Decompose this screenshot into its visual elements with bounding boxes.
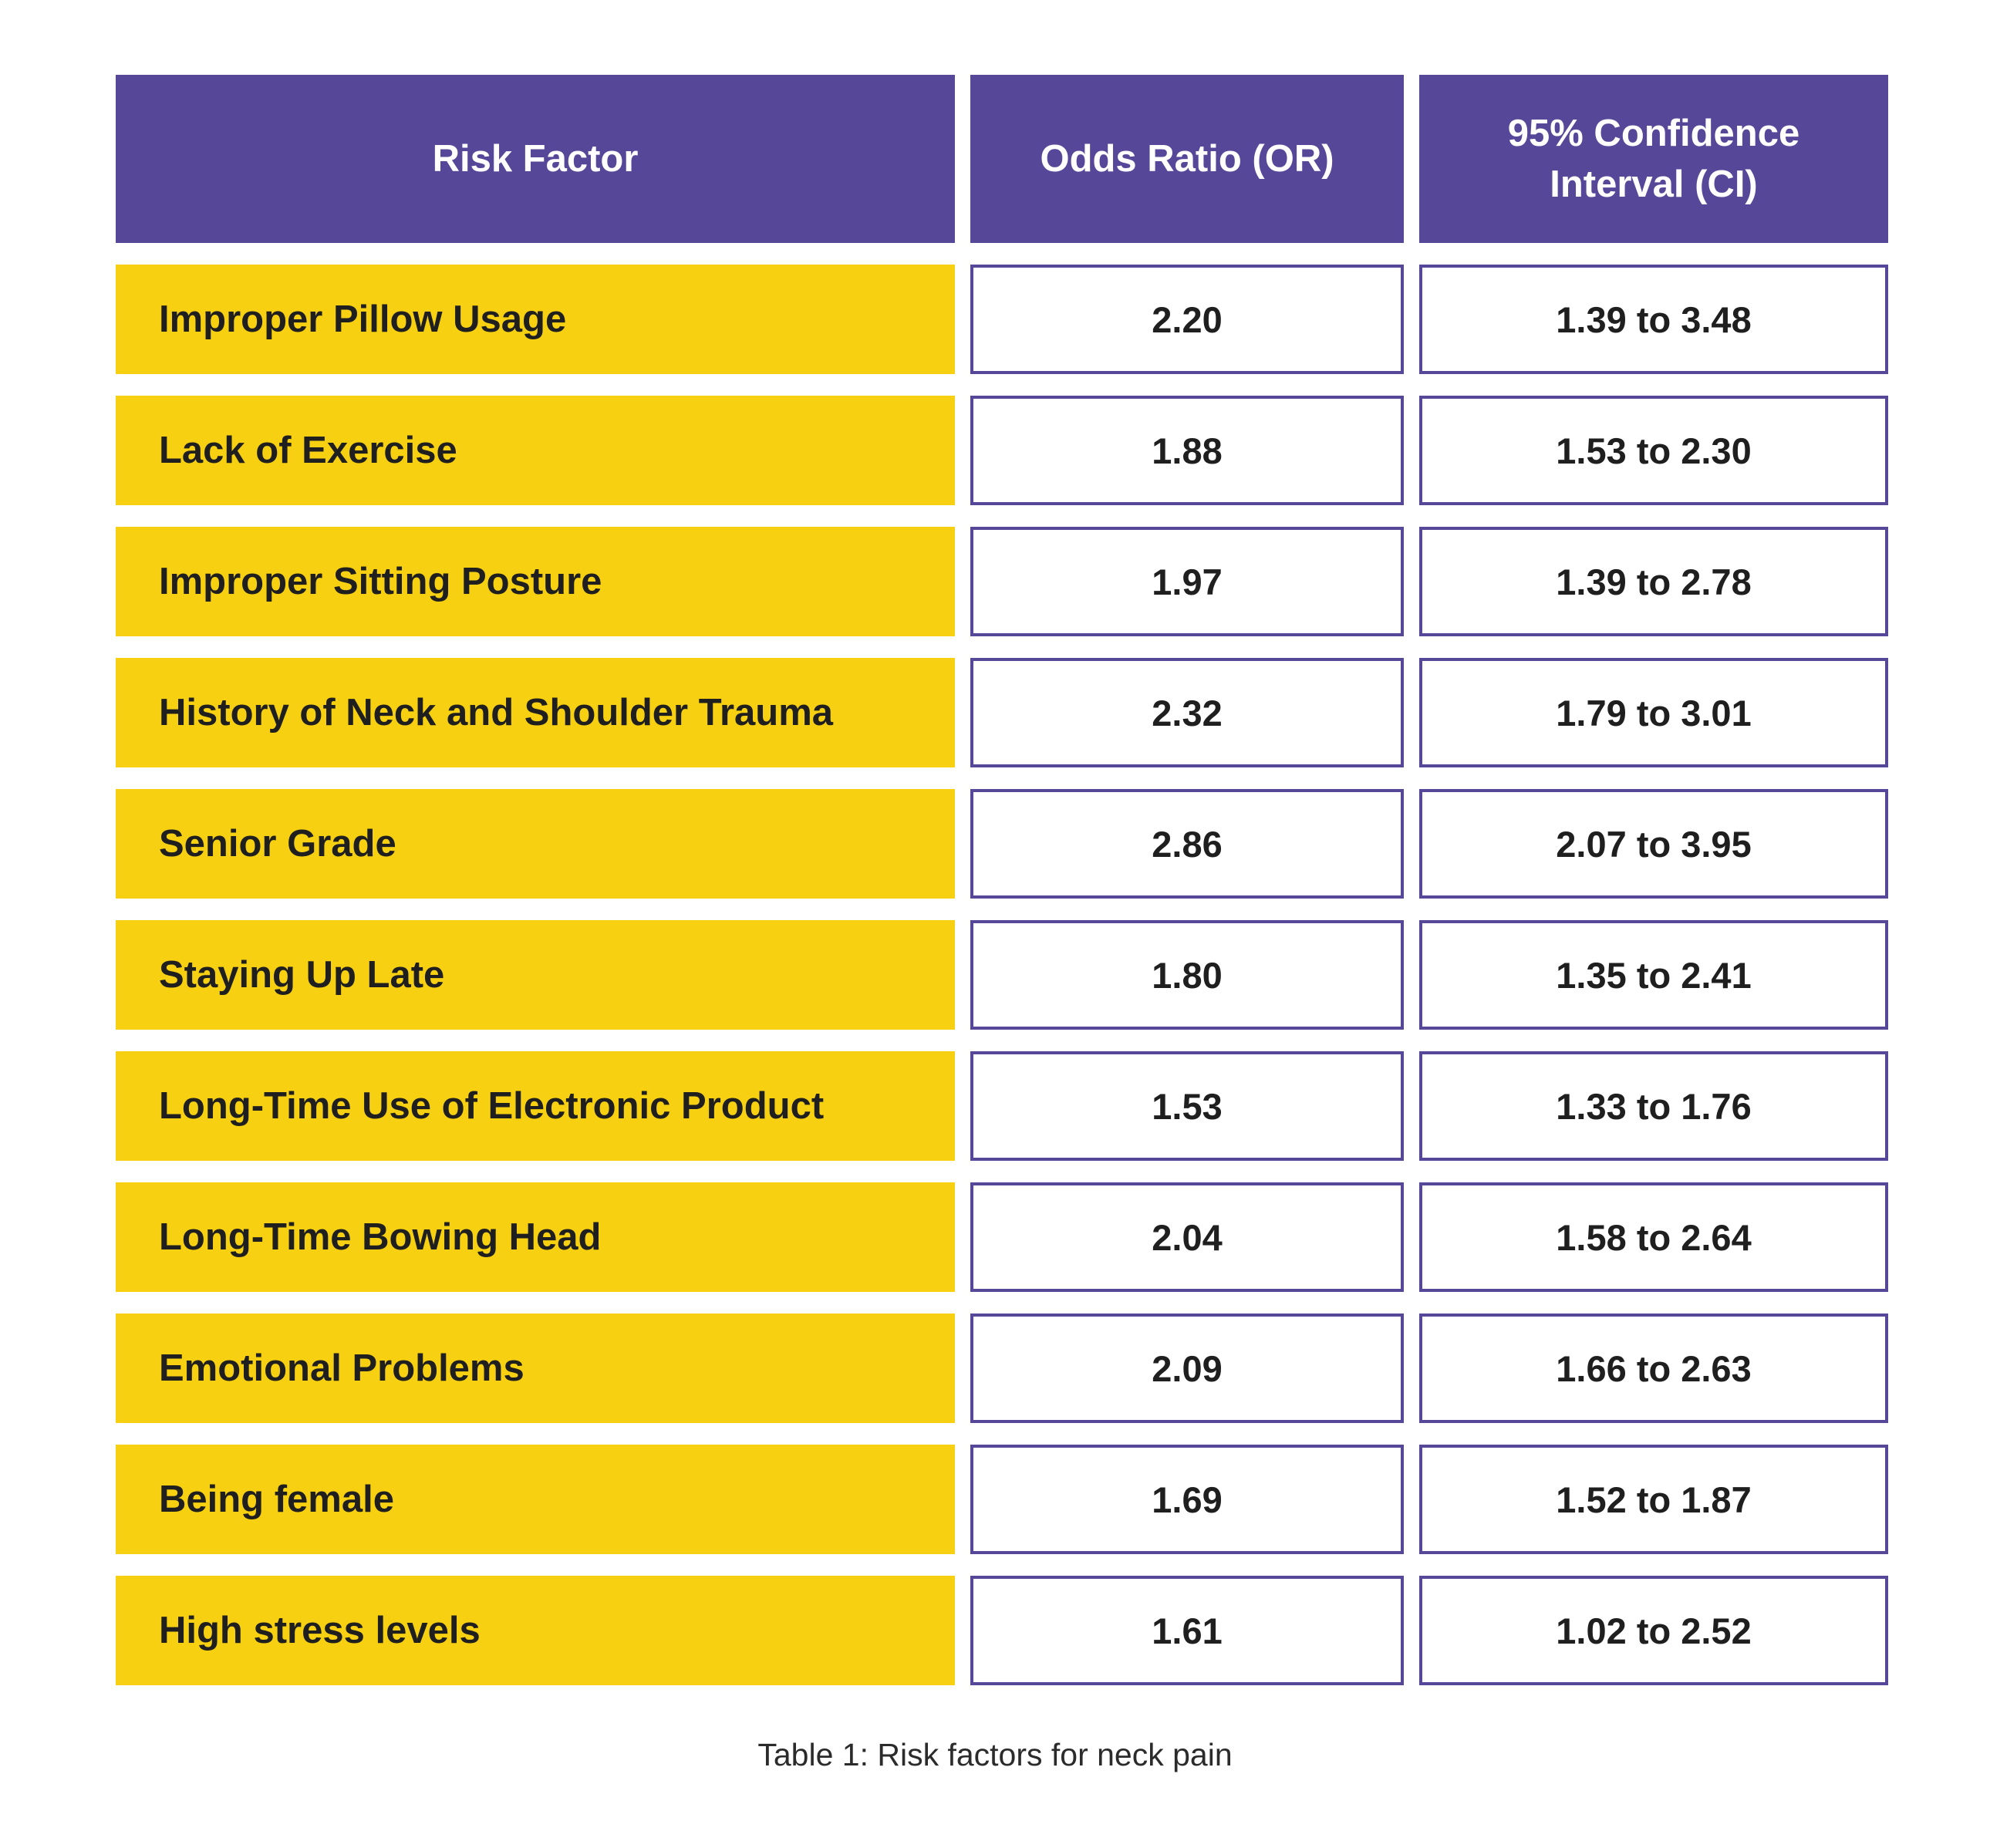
- risk-factor-cell: High stress levels: [116, 1576, 955, 1685]
- confidence-interval-cell: 1.53 to 2.30: [1419, 396, 1888, 505]
- table-row: [116, 658, 1888, 767]
- confidence-interval-cell: 1.66 to 2.63: [1419, 1313, 1888, 1423]
- header-risk-factor: Risk Factor: [116, 75, 955, 243]
- header-ci-line1: 95% Confidence: [1507, 113, 1800, 154]
- risk-factor-cell: Long-Time Bowing Head: [116, 1182, 955, 1292]
- table-row: [116, 920, 1888, 1030]
- table-body: [116, 265, 1888, 1685]
- table-row: [116, 527, 1888, 636]
- confidence-interval-cell: 1.58 to 2.64: [1419, 1182, 1888, 1292]
- odds-ratio-cell: 2.09: [970, 1313, 1404, 1423]
- table-header-row: [116, 75, 1888, 243]
- header-confidence-interval: [1419, 75, 1888, 243]
- odds-ratio-cell: 2.86: [970, 789, 1404, 899]
- table-row: [116, 265, 1888, 374]
- odds-ratio-cell: 2.32: [970, 658, 1404, 767]
- confidence-interval-cell: 1.39 to 3.48: [1419, 265, 1888, 374]
- risk-factor-cell: Senior Grade: [116, 789, 955, 899]
- risk-factor-cell: Lack of Exercise: [116, 396, 955, 505]
- odds-ratio-cell: 2.20: [970, 265, 1404, 374]
- risk-factor-cell: Improper Pillow Usage: [116, 265, 955, 374]
- risk-factor-cell: Improper Sitting Posture: [116, 527, 955, 636]
- table-row: [116, 1051, 1888, 1161]
- table-row: [116, 1182, 1888, 1292]
- table-row: [116, 396, 1888, 505]
- risk-factor-cell: History of Neck and Shoulder Trauma: [116, 658, 955, 767]
- odds-ratio-cell: 1.97: [970, 527, 1404, 636]
- table-row: [116, 789, 1888, 899]
- table-row: [116, 1445, 1888, 1554]
- confidence-interval-cell: 1.39 to 2.78: [1419, 527, 1888, 636]
- odds-ratio-cell: 1.69: [970, 1445, 1404, 1554]
- confidence-interval-cell: 1.33 to 1.76: [1419, 1051, 1888, 1161]
- header-odds-ratio: Odds Ratio (OR): [970, 75, 1404, 243]
- odds-ratio-cell: 1.80: [970, 920, 1404, 1030]
- odds-ratio-cell: 1.61: [970, 1576, 1404, 1685]
- odds-ratio-cell: 1.53: [970, 1051, 1404, 1161]
- risk-factor-table: [116, 75, 1888, 1707]
- risk-factor-cell: Staying Up Late: [116, 920, 955, 1030]
- confidence-interval-cell: 2.07 to 3.95: [1419, 789, 1888, 899]
- table-row: [116, 1313, 1888, 1423]
- risk-factor-cell: Emotional Problems: [116, 1313, 955, 1423]
- risk-factor-cell: Being female: [116, 1445, 955, 1554]
- table-caption: Table 1: Risk factors for neck pain: [757, 1737, 1233, 1772]
- odds-ratio-cell: 1.88: [970, 396, 1404, 505]
- table-row: [116, 1576, 1888, 1685]
- confidence-interval-cell: 1.52 to 1.87: [1419, 1445, 1888, 1554]
- header-ci-line2: Interval (CI): [1550, 164, 1758, 205]
- confidence-interval-cell: 1.02 to 2.52: [1419, 1576, 1888, 1685]
- risk-factor-cell: Long-Time Use of Electronic Product: [116, 1051, 955, 1161]
- confidence-interval-cell: 1.35 to 2.41: [1419, 920, 1888, 1030]
- confidence-interval-cell: 1.79 to 3.01: [1419, 658, 1888, 767]
- odds-ratio-cell: 2.04: [970, 1182, 1404, 1292]
